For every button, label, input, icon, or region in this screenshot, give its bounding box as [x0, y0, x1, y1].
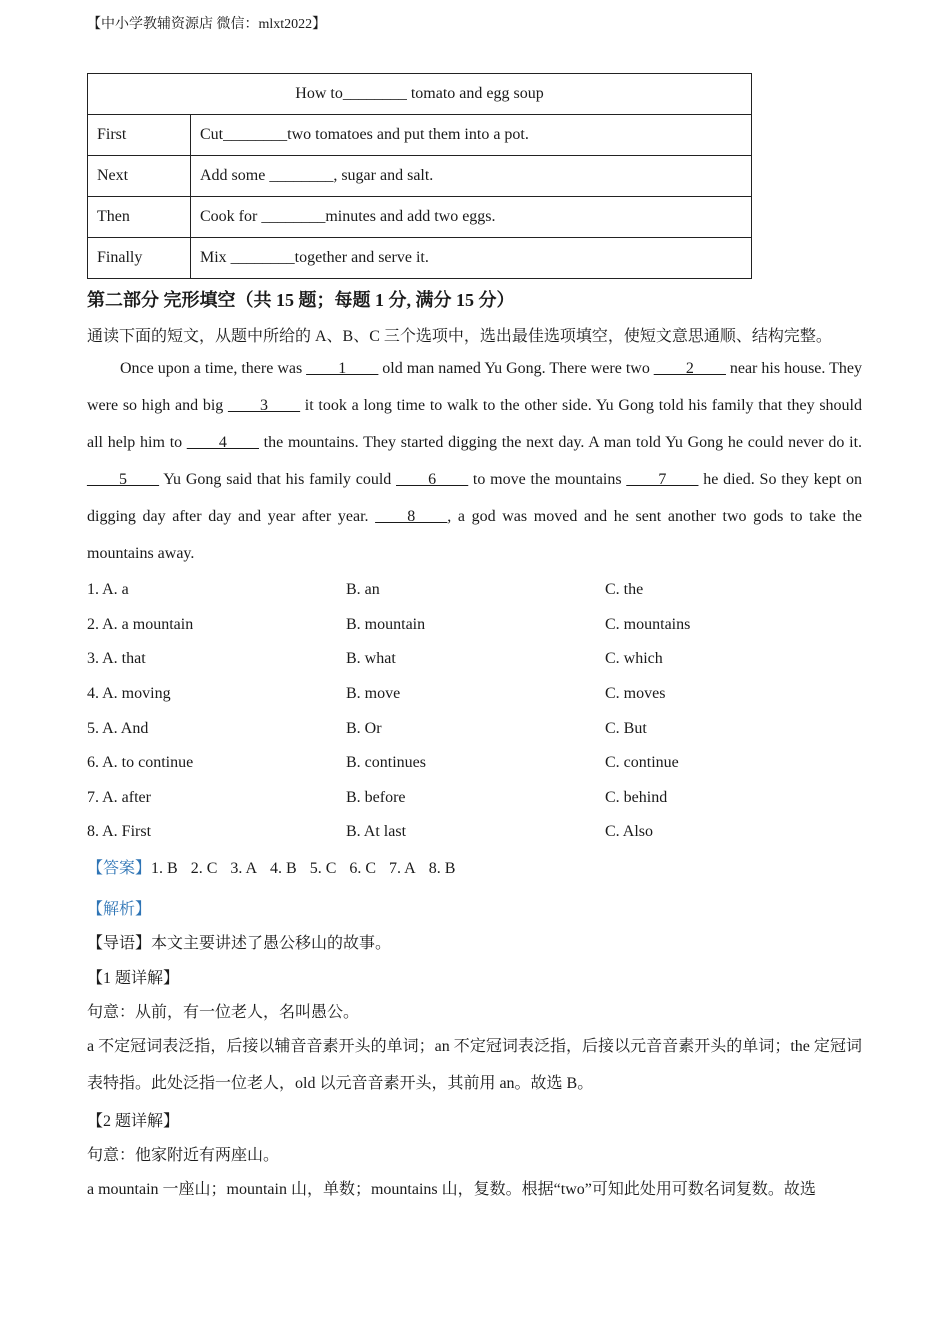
passage-text: Once upon a time, there was [120, 360, 307, 377]
option-a: 2. A. a mountain [87, 615, 194, 633]
answer-item: 1. B [151, 860, 178, 877]
passage-text: near his house. They were so high and big [87, 360, 863, 414]
recipe-table [87, 73, 752, 279]
option-a: 5. A. And [87, 719, 149, 737]
answer-item: 5. C [309, 860, 337, 877]
passage-text: it took a long time to walk to the other side. Yu Gong told his family that they should all help him to [87, 397, 862, 451]
blank-4: ____4____ [186, 434, 259, 451]
passage-text: he died. So they kept on digging day after day and year after year. [87, 471, 863, 525]
option-b: B. what [346, 650, 396, 668]
section-instruction: 通读下面的短文，从题中所给的 A、B、C 三个选项中，选出最佳选项填空，使短文意思通顺、结构完整。 [87, 328, 832, 345]
answer-item: 2. C [190, 860, 218, 877]
answer-item: 4. B [270, 860, 297, 877]
option-a: 6. A. to continue [87, 754, 194, 772]
blank-2: ____2____ [653, 360, 726, 377]
answer-label: 【答案】 [87, 860, 152, 877]
option-row [87, 608, 862, 643]
option-row [87, 642, 862, 677]
option-row [87, 677, 862, 712]
recipe-step: Next [88, 156, 191, 197]
options-list [87, 573, 862, 850]
option-c: C. continue [605, 754, 679, 772]
option-c: C. behind [605, 788, 668, 806]
blank-3: ____3____ [228, 397, 301, 414]
recipe-text: Add some ________, sugar and salt. [191, 156, 752, 197]
passage-paragraph [87, 350, 862, 572]
passage-text: old man named Yu Gong. There were two [378, 360, 654, 377]
q2-meaning: 句意：他家附近有两座山。 [87, 1147, 280, 1165]
recipe-text: Cook for ________minutes and add two eggs. [191, 197, 752, 238]
option-c: C. the [605, 581, 644, 599]
option-a: 4. A. moving [87, 685, 171, 703]
blank-1: ____1____ [306, 360, 379, 377]
option-b: B. continues [346, 754, 426, 772]
option-a: 1. A. a [87, 581, 129, 599]
option-c: C. mountains [605, 615, 691, 633]
option-b: B. move [346, 685, 401, 703]
recipe-row [88, 156, 752, 197]
section-title: 第二部分 完形填空（共 15 题；每题 1 分, 满分 15 分） [87, 290, 515, 310]
passage-text: Yu Gong said that his family could [159, 471, 397, 488]
option-b: B. At last [346, 823, 407, 841]
recipe-title: How to________ tomato and egg soup [88, 74, 752, 115]
option-a: 8. A. First [87, 823, 152, 841]
option-row [87, 815, 862, 850]
recipe-row [88, 197, 752, 238]
passage-text: , a god was moved and he sent another two gods to take the mountains away. [87, 508, 862, 562]
q1-explanation: a 不定冠词表泛指，后接以辅音音素开头的单词；an 不定冠词表泛指，后接以元音音素开头的单词；the 定冠词表特指。此处泛指一位老人，old 以元音音素开头，其前用 an。故选 B。 [87, 1038, 862, 1092]
option-row [87, 573, 862, 608]
option-c: C. Also [605, 823, 654, 841]
blank-7: ____7____ [626, 471, 699, 488]
recipe-step: Finally [88, 238, 191, 279]
analysis-label: 【解析】 [87, 900, 152, 918]
analysis-guide: 【导语】本文主要讲述了愚公移山的故事。 [87, 935, 392, 953]
option-b: B. before [346, 788, 406, 806]
option-b: B. Or [346, 719, 382, 737]
recipe-text: Mix ________together and serve it. [191, 238, 752, 279]
passage-text: the mountains. They started digging the next day. A man told Yu Gong he could never do it. [258, 434, 863, 451]
answer-item: 7. A [389, 860, 416, 877]
option-row [87, 711, 862, 746]
recipe-title-row [88, 74, 752, 115]
recipe-row [88, 238, 752, 279]
passage-text: to move the mountains [468, 471, 627, 488]
option-row [87, 746, 862, 781]
q2-title: 【2 题详解】 [87, 1112, 180, 1130]
q1-meaning: 句意：从前，有一位老人，名叫愚公。 [87, 1004, 360, 1022]
option-b: B. an [346, 581, 380, 599]
option-row [87, 781, 862, 816]
blank-5: ____5____ [87, 471, 159, 488]
blank-8: ____8____ [375, 508, 448, 525]
option-c: C. moves [605, 685, 666, 703]
q2-explanation: a mountain 一座山；mountain 山，单数；mountains 山，复数。根据“two”可知此处用可数名词复数。故选 [87, 1181, 816, 1198]
option-a: 7. A. after [87, 788, 151, 806]
option-b: B. mountain [346, 615, 426, 633]
answer-line [87, 855, 464, 878]
recipe-text: Cut________two tomatoes and put them into a pot. [191, 115, 752, 156]
q1-title: 【1 题详解】 [87, 969, 180, 987]
answer-item: 6. C [349, 860, 377, 877]
recipe-step: First [88, 115, 191, 156]
recipe-row [88, 115, 752, 156]
analysis-section [87, 890, 862, 1208]
answer-item: 8. B [428, 860, 456, 877]
option-a: 3. A. that [87, 650, 146, 668]
option-c: C. which [605, 650, 663, 668]
answer-item: 3. A [230, 860, 258, 877]
option-c: C. But [605, 719, 647, 737]
cloze-passage [87, 350, 862, 572]
recipe-step: Then [88, 197, 191, 238]
header-note: 【中小学教辅资源店 微信：mlxt2022】 [87, 17, 327, 32]
blank-6: ____6____ [396, 471, 469, 488]
